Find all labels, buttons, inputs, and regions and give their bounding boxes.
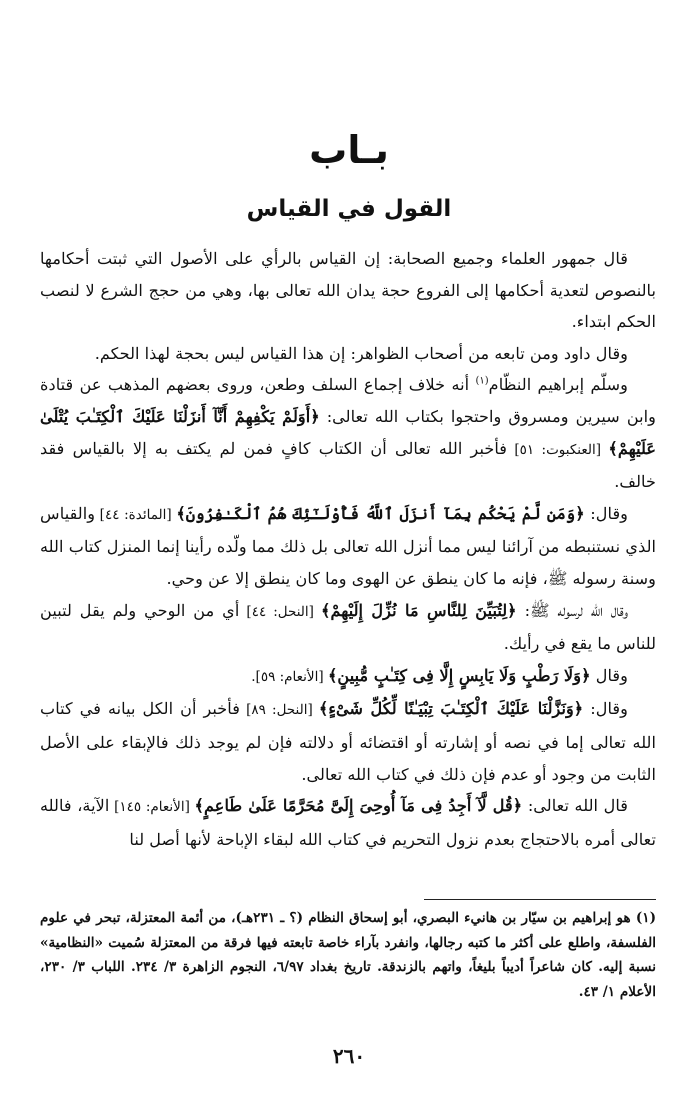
footnote (40, 906, 656, 1004)
chapter-heading: بـاب (309, 128, 389, 172)
quran-verse: ﴿قُل لَّآ أَجِدُ فِى مَآ أُوحِىَ إِلَىَّ مُحَرَّمًا عَلَىٰ طَاعِمٍ﴾ (194, 796, 523, 816)
paragraph-text: أي من الوحي ولم يقل لتبين للناس ما يقع في رأيك. (40, 600, 656, 654)
paragraph-text: فأخبر أن الكل بيانه في كتاب الله تعالى إما في نصه أو إشارته أو اقتضائه أو دلالته فإن لم يوجد ذلك فالإبقاء على الأصل الثابت من وجود أو عدم فإن ذلك في كتاب الله تعالى. (40, 699, 656, 784)
paragraph-4 (40, 498, 656, 595)
paragraph-3 (40, 369, 656, 497)
quran-verse: ﴿وَلَا رَطْبٍ وَلَا يَابِسٍ إِلَّا فِى كِتَـٰبٍ مُّبِينٍ﴾ (327, 665, 591, 685)
verse-reference: [الأنعام: ١٤٥] (109, 799, 195, 816)
paragraph-8 (40, 790, 656, 855)
paragraph-text: قال الله تعالى: (522, 796, 628, 816)
footnote-number: (١) (635, 910, 657, 926)
verse-reference: [العنكبوت: ٥١] (507, 441, 609, 458)
paragraph-text: وقال داود ومن تابعه من أصحاب الظواهر: إن هذا القياس ليس بحجة لهذا الحكم. (94, 343, 628, 363)
verse-reference: [المائدة: ٤٤] (95, 506, 177, 523)
paragraph-2 (40, 338, 656, 370)
paragraph-text: الآية، فالله تعالى أمره بالاحتجاج بعدم نزول التحريم في كتاب الله لبقاء الإباحة لأنها أصل لنا (40, 796, 656, 849)
paragraph-7 (40, 693, 656, 790)
paragraph-5 (40, 595, 656, 660)
paragraph-text: والقياس الذي نستنبطه من آرائنا ليس مما أنزل الله تعالى بل ذلك مما ولّده رأينا إنما المنزل كتاب الله وسنة رسوله ﷺ، فإنه ما كان ينطق عن الهوى وما كان ينطق إلا عن وحي. (40, 503, 656, 588)
section-title: القول في القياس (246, 196, 452, 222)
paragraph-text: قال جمهور العلماء وجميع الصحابة: إن القياس بالرأي على الأصول التي ثبتت أحكامها بالنصوص لتعدية أحكامها إلى الفروع حجة يدان الله تعالى بها، وهي من حجج الشرع لا لنصب الحكم ابتداء. (40, 249, 656, 332)
footnote-text: هو إبراهيم بن سيّار بن هانيء البصري، أبو إسحاق النظام (؟ ـ ٢٣١هـ)، من أئمة المعتزلة، تبحر في علوم الفلسفة، واطلع على أكثر ما كتبه رجالها، وانفرد بآراء خاصة تابعته فيها فرقة من المعتزلة سُميت «النظامية» نسبة إليه. كان شاعراً أديباً بليغاً، واتهم بالزندقة. تاريخ بغداد ٦/٩٧، النجوم الزاهرة ٣/ ٢٣٤. اللباب ٣/ ٢٣٠، الأعلام ١/ ٤٣. (40, 910, 656, 1000)
page-number: ٢٦٠ (332, 1044, 366, 1068)
quran-verse: ﴿وَمَن لَّمْ يَحْكُم بِمَآ أَنزَلَ ٱللَّهُ فَأُوْلَـٰٓئِكَ هُمُ ٱلْكَـٰفِرُونَ﴾ (176, 503, 585, 523)
body-text (40, 243, 656, 855)
verse-reference: [الأنعام: ٥٩]. (251, 668, 328, 685)
quran-verse: ﴿أَوَلَمْ يَكْفِهِمْ أَنَّآ أَنزَلْنَا عَلَيْكَ ٱلْكِتَـٰبَ يُتْلَىٰ عَلَيْهِمْ﴾ (40, 406, 656, 458)
quran-verse: ﴿وَنَزَّلْنَا عَلَيْكَ ٱلْكِتَـٰبَ تِبْيَـٰنًا لِّكُلِّ شَىْءٍ﴾ (318, 699, 584, 719)
paragraph-text: أنه خلاف إجماع السلف وطعن، وروى بعضهم المذهب عن قتادة وابن سيرين ومسروق واحتجوا بكتاب الله تعالى: (40, 375, 656, 426)
footnote-paragraph (40, 906, 656, 1004)
paragraph-6 (40, 660, 656, 694)
paragraph-1 (40, 243, 656, 338)
verse-reference: [النحل: ٨٩] (239, 702, 319, 719)
verse-reference: [النحل: ٤٤] (239, 603, 321, 620)
quran-verse: ﴿لِتُبَيِّنَ لِلنَّاسِ مَا نُزِّلَ إِلَيْهِمْ﴾ (321, 600, 517, 620)
paragraph-text: وقال: (583, 699, 628, 719)
paragraph-text: وقال (590, 665, 628, 685)
paragraph-text: وسلّم إبراهيم النظّام (488, 375, 628, 395)
footnote-marker: (١) (475, 375, 489, 387)
paragraph-text: وقال: (584, 503, 628, 523)
paragraph-text: وقال الله لرسوله ﷺ: (516, 600, 628, 620)
paragraph-text: فأخبر الله تعالى أن الكتاب كافٍ فمن لم يكتف به إلا بالقياس فقد خالف. (40, 438, 656, 492)
footnote-divider (424, 899, 656, 900)
